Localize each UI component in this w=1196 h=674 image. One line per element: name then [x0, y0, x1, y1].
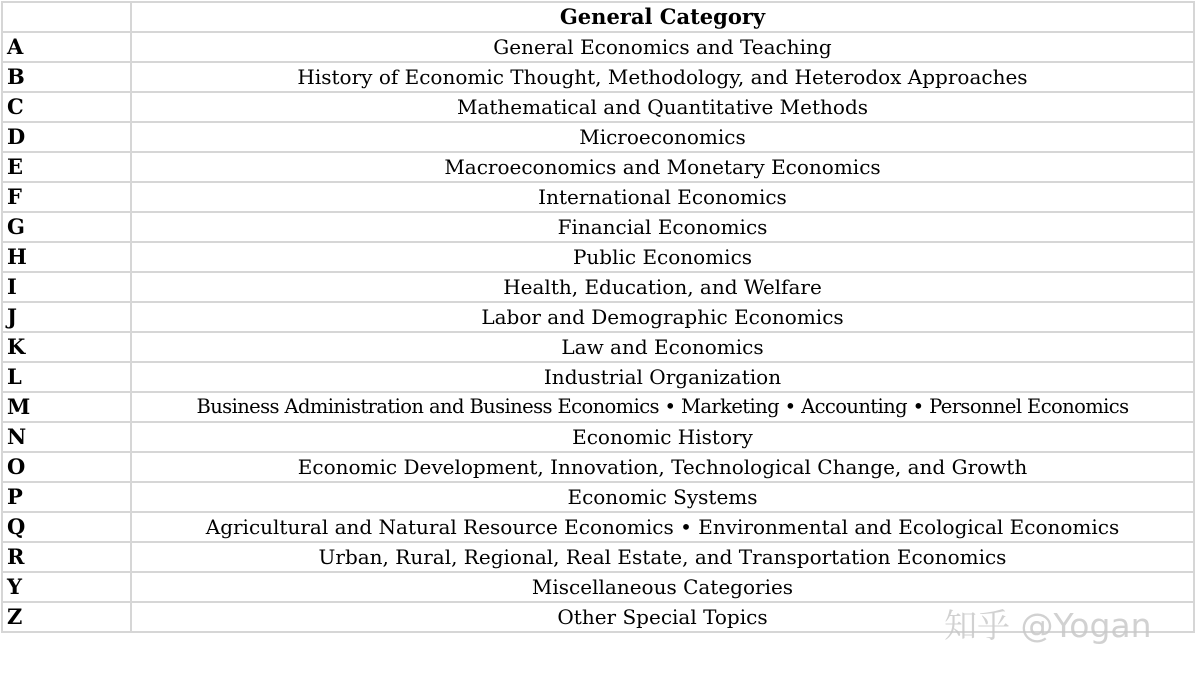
- category-name-cell: Mathematical and Quantitative Methods: [131, 92, 1194, 122]
- category-name-cell: Economic Systems: [131, 482, 1194, 512]
- category-code-cell: Z: [2, 602, 131, 632]
- table-row: [2, 92, 1194, 122]
- category-code-cell: L: [2, 362, 131, 392]
- table-row: [2, 422, 1194, 452]
- table-row: [2, 332, 1194, 362]
- category-code-cell: Q: [2, 512, 131, 542]
- category-name-cell: History of Economic Thought, Methodology, and Heterodox Approaches: [131, 62, 1194, 92]
- category-name-cell: Health, Education, and Welfare: [131, 272, 1194, 302]
- category-code-cell: E: [2, 152, 131, 182]
- table-row: [2, 362, 1194, 392]
- table-row: [2, 452, 1194, 482]
- table-row: [2, 302, 1194, 332]
- category-code-cell: Y: [2, 572, 131, 602]
- category-name-cell: Labor and Demographic Economics: [131, 302, 1194, 332]
- category-name-cell: Public Economics: [131, 242, 1194, 272]
- category-code-cell: D: [2, 122, 131, 152]
- category-code-cell: H: [2, 242, 131, 272]
- header-category-cell: General Category: [131, 2, 1194, 32]
- category-name-cell: Other Special Topics: [131, 602, 1194, 632]
- table-row: [2, 122, 1194, 152]
- category-code-cell: C: [2, 92, 131, 122]
- category-name-cell: General Economics and Teaching: [131, 32, 1194, 62]
- category-name-cell: Microeconomics: [131, 122, 1194, 152]
- category-name-cell: Macroeconomics and Monetary Economics: [131, 152, 1194, 182]
- category-code-cell: R: [2, 542, 131, 572]
- table-row: [2, 482, 1194, 512]
- category-name-cell: Business Administration and Business Economics • Marketing • Accounting • Personnel Economics: [131, 392, 1194, 422]
- category-name-cell: Law and Economics: [131, 332, 1194, 362]
- category-code-cell: M: [2, 392, 131, 422]
- table-row: [2, 152, 1194, 182]
- table-row: [2, 182, 1194, 212]
- table-row: [2, 212, 1194, 242]
- table-row: [2, 272, 1194, 302]
- table-row: [2, 512, 1194, 542]
- category-code-cell: N: [2, 422, 131, 452]
- table-row: [2, 32, 1194, 62]
- zhihu-watermark: 知乎 @Yogan: [944, 606, 1152, 645]
- table-row: [2, 62, 1194, 92]
- category-name-cell: Miscellaneous Categories: [131, 572, 1194, 602]
- category-code-cell: O: [2, 452, 131, 482]
- category-code-cell: F: [2, 182, 131, 212]
- table-row: [2, 572, 1194, 602]
- category-name-cell: Economic Development, Innovation, Technological Change, and Growth: [131, 452, 1194, 482]
- header-row: [2, 2, 1194, 32]
- category-name-cell: Agricultural and Natural Resource Economics • Environmental and Ecological Economics: [131, 512, 1194, 542]
- category-code-cell: B: [2, 62, 131, 92]
- table-row: [2, 242, 1194, 272]
- jel-category-table: [1, 1, 1195, 633]
- category-name-cell: International Economics: [131, 182, 1194, 212]
- category-code-cell: J: [2, 302, 131, 332]
- category-name-cell: Urban, Rural, Regional, Real Estate, and Transportation Economics: [131, 542, 1194, 572]
- category-name-cell: Economic History: [131, 422, 1194, 452]
- category-code-cell: I: [2, 272, 131, 302]
- table-row: [2, 542, 1194, 572]
- category-code-cell: P: [2, 482, 131, 512]
- category-code-cell: K: [2, 332, 131, 362]
- category-code-cell: A: [2, 32, 131, 62]
- category-code-cell: G: [2, 212, 131, 242]
- table-row: [2, 602, 1194, 632]
- category-name-cell: Financial Economics: [131, 212, 1194, 242]
- table-row: [2, 392, 1194, 422]
- category-name-cell: Industrial Organization: [131, 362, 1194, 392]
- header-code-cell: [2, 2, 131, 32]
